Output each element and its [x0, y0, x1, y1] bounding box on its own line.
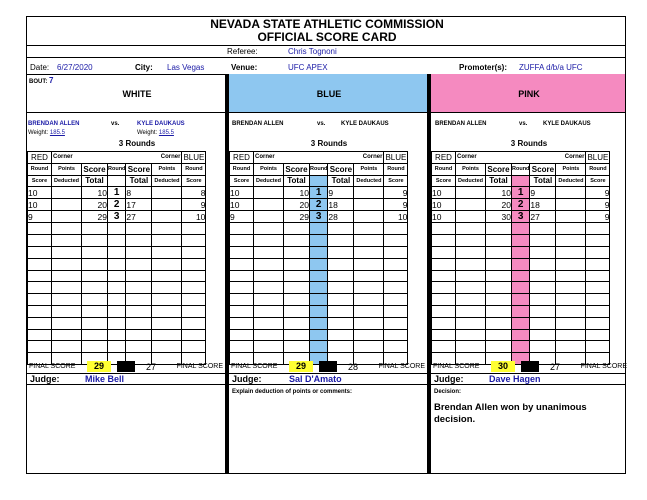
table-row: 10 20 2 18 9 [432, 199, 610, 211]
judge-label-1: Judge: [30, 374, 60, 384]
table-row [230, 341, 408, 353]
table-row [432, 294, 610, 306]
table-row [28, 282, 206, 294]
table-row [28, 246, 206, 258]
pink-blue-fighter: KYLE DAUKAUS [543, 121, 591, 127]
pink-card-label: PINK [518, 89, 540, 99]
white-rounds: 3 Rounds [118, 139, 156, 148]
date-label: Date: [30, 63, 50, 72]
blue-blue-fighter: KYLE DAUKAUS [341, 121, 389, 127]
table-row: 10 10 1 9 9 [432, 187, 610, 199]
table-row [432, 270, 610, 282]
table-row: 10 10 1 9 9 [230, 187, 408, 199]
white-card-label: WHITE [122, 89, 152, 99]
table-row [230, 223, 408, 235]
venue-value: UFC APEX [288, 63, 328, 72]
table-row [432, 341, 610, 353]
table-row [28, 317, 206, 329]
table-row [230, 294, 408, 306]
table-row [230, 246, 408, 258]
pink-vs: vs. [519, 121, 528, 127]
table-row: 10 30 3 27 9 [432, 211, 610, 223]
promoter-value: ZUFFA d/b/a UFC [519, 63, 583, 72]
final-score-row-2: FINAL SCORE 29 28 FINAL SCORE [231, 361, 425, 372]
venue-label: Venue: [231, 63, 258, 72]
table-row: 10 10 1 8 8 [28, 187, 206, 199]
score-grid-2: RED Corner Corner BLUE Round Points Score Round Score Points Round Score Deducted Total Total Deducted Score 10 10 1 9 9 10 20 2 18 9 9 29 3 28 10 [229, 151, 408, 365]
referee-name: Chris Tognoni [288, 47, 337, 56]
white-blue-fighter: KYLE DAUKAUS [137, 121, 185, 127]
table-row [230, 305, 408, 317]
table-row: 10 20 2 18 9 [230, 199, 408, 211]
table-row [432, 329, 610, 341]
table-row [432, 258, 610, 270]
table-row [432, 235, 610, 247]
table-row [230, 235, 408, 247]
table-row [28, 235, 206, 247]
pink-red-fighter: BRENDAN ALLEN [435, 121, 487, 127]
judge-label-2: Judge: [232, 374, 262, 384]
final-score-row-3: FINAL SCORE 30 27 FINAL SCORE [433, 361, 627, 372]
score-grid-1: RED Corner Corner BLUE Round Points Score Round Score Points Round Score Deducted Total Total Deducted Score 10 10 1 8 8 10 20 2 17 9 9 29 3 27 10 [27, 151, 206, 365]
table-row [28, 341, 206, 353]
judge-label-3: Judge: [434, 374, 464, 384]
table-row: 10 20 2 17 9 [28, 199, 206, 211]
judge-name-1: Mike Bell [85, 374, 125, 384]
table-row [230, 258, 408, 270]
blue-vs: vs. [317, 121, 326, 127]
judge-name-3: Dave Hagen [489, 374, 541, 384]
table-row [28, 270, 206, 282]
white-red-fighter: BRENDAN ALLEN [28, 121, 80, 127]
table-row [28, 329, 206, 341]
red-weight: Weight: 185.5 [28, 130, 65, 136]
table-row [432, 223, 610, 235]
table-row [230, 282, 408, 294]
table-row [432, 305, 610, 317]
promoter-label: Promoter(s): [459, 63, 508, 72]
date-value: 6/27/2020 [57, 63, 93, 72]
scorecard-title: OFFICIAL SCORE CARD [257, 30, 397, 44]
decision-text: Brendan Allen won by unanimous decision. [434, 402, 587, 425]
table-row [28, 258, 206, 270]
table-row [230, 317, 408, 329]
bout-label: BOUT: 7 [29, 76, 54, 85]
table-row [432, 282, 610, 294]
table-row [230, 329, 408, 341]
table-row [432, 246, 610, 258]
commission-title: NEVADA STATE ATHLETIC COMMISSION [210, 17, 444, 31]
blue-card-label: BLUE [316, 89, 342, 99]
final-score-row-1: FINAL SCORE 29 27 FINAL SCORE [29, 361, 223, 372]
table-row [230, 270, 408, 282]
referee-label: Referee: [227, 47, 258, 56]
explain-label: Explain deduction of points or comments: [232, 389, 353, 395]
blue-rounds: 3 Rounds [310, 139, 348, 148]
table-row [28, 305, 206, 317]
table-row [432, 317, 610, 329]
score-grid-3: RED Corner Corner BLUE Round Points Score Round Score Points Round Score Deducted Total Total Deducted Score 10 10 1 9 9 10 20 2 18 9 10 30 3 27 9 [431, 151, 610, 365]
score-card [26, 16, 626, 474]
table-row: 9 29 3 27 10 [28, 211, 206, 223]
table-row: 9 29 3 28 10 [230, 211, 408, 223]
city-label: City: [135, 63, 153, 72]
blue-red-fighter: BRENDAN ALLEN [232, 121, 284, 127]
decision-label: Decision: [434, 389, 462, 395]
city-value: Las Vegas [167, 63, 205, 72]
white-vs: vs. [111, 121, 120, 127]
table-row [28, 294, 206, 306]
blue-weight: Weight: 185.5 [137, 130, 174, 136]
pink-rounds: 3 Rounds [510, 139, 548, 148]
judge-name-2: Sal D'Amato [289, 374, 342, 384]
table-row [28, 223, 206, 235]
